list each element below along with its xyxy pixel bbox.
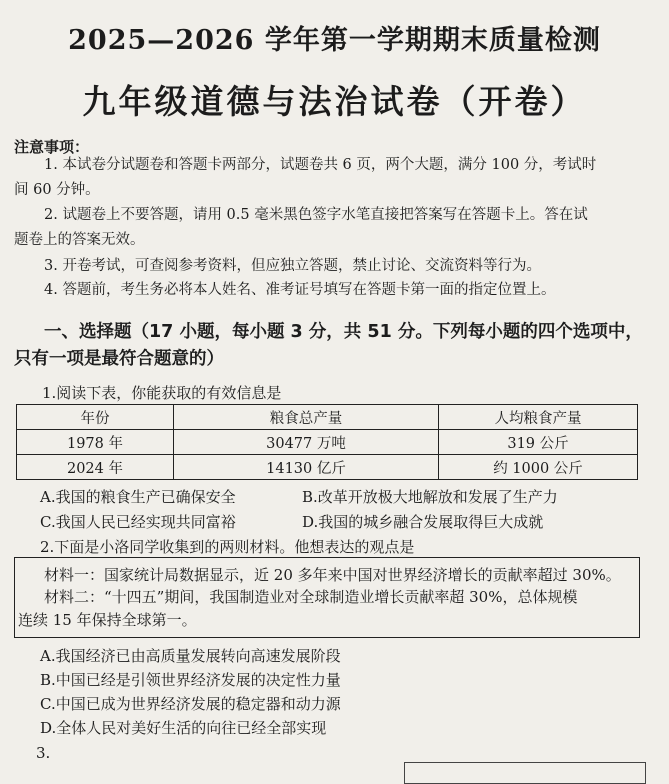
section1-heading-cont: 只有一项是最符合题意的） [14, 349, 224, 369]
q2-material-2a: 材料二：“十四五”期间，我国制造业对全球制造业增长贡献率超 30%，总体规模 [44, 588, 578, 606]
notice-heading: 注意事项： [14, 138, 90, 156]
q2-material-2b: 连续 15 年保持全球第一。 [18, 611, 197, 629]
table-cell: 14130 亿斤 [174, 455, 439, 480]
table-cell: 1978 年 [17, 430, 174, 455]
q1-option-d: D.我国的城乡融合发展取得巨大成就 [302, 513, 544, 531]
q2-option-a: A.我国经济已由高质量发展转向高速发展阶段 [40, 647, 341, 665]
q1-stem: 1.阅读下表，你能获取的有效信息是 [42, 384, 282, 402]
table-cell: 约 1000 公斤 [439, 455, 638, 480]
q2-option-c: C.中国已成为世界经济发展的稳定器和动力源 [40, 695, 341, 713]
notice-item-3: 3. 开卷考试，可查阅参考资料，但应独立答题，禁止讨论、交流资料等行为。 [44, 258, 541, 274]
q2-material-1: 材料一：国家统计局数据显示，近 20 多年来中国对世界经济增长的贡献率超过 30%。 [44, 566, 621, 584]
notice-item-1a: 1. 本试卷分试题卷和答题卡两部分，试题卷共 6 页，两个大题，满分 100 分，考试时 [44, 157, 597, 173]
table-header-cell: 人均粮食产量 [439, 405, 638, 430]
table-header-cell: 粮食总产量 [174, 405, 439, 430]
q1-option-a: A.我国的粮食生产已确保安全 [40, 488, 236, 506]
table-cell: 2024 年 [17, 455, 174, 480]
notice-item-2a: 2. 试题卷上不要答题，请用 0.5 毫米黑色签字水笔直接把答案写在答题卡上。答在试 [44, 207, 588, 223]
table-header-cell: 年份 [17, 405, 174, 430]
q1-option-c: C.我国人民已经实现共同富裕 [40, 513, 236, 531]
q3-stem: 3. [36, 744, 51, 762]
notice-item-2b: 题卷上的答案无效。 [14, 232, 145, 248]
exam-title-line1: 2025—2026 学年第一学期期末质量检测 [68, 25, 601, 56]
table-header-row [17, 405, 638, 430]
notice-item-1b: 间 60 分钟。 [14, 182, 100, 198]
exam-title-line2: 九年级道德与法治试卷（开卷） [82, 82, 587, 121]
notice-item-4: 4. 答题前，考生务必将本人姓名、准考证号填写在答题卡第一面的指定位置上。 [44, 282, 556, 298]
q2-option-d: D.全体人民对美好生活的向往已经全部实现 [40, 719, 327, 737]
grain-output-table [16, 404, 638, 480]
q2-stem: 2.下面是小洛同学收集到的两则材料。他想表达的观点是 [40, 538, 415, 556]
table-row [17, 455, 638, 480]
table-cell: 319 公斤 [439, 430, 638, 455]
table-row [17, 430, 638, 455]
section1-heading: 一、选择题（17 小题，每小题 3 分，共 51 分。下列每小题的四个选项中， [44, 322, 643, 342]
q2-option-b: B.中国已经是引领世界经济发展的决定性力量 [40, 671, 341, 689]
table-cell: 30477 万吨 [174, 430, 439, 455]
q1-option-b: B.改革开放极大地解放和发展了生产力 [302, 488, 558, 506]
next-material-box-edge [404, 762, 646, 784]
